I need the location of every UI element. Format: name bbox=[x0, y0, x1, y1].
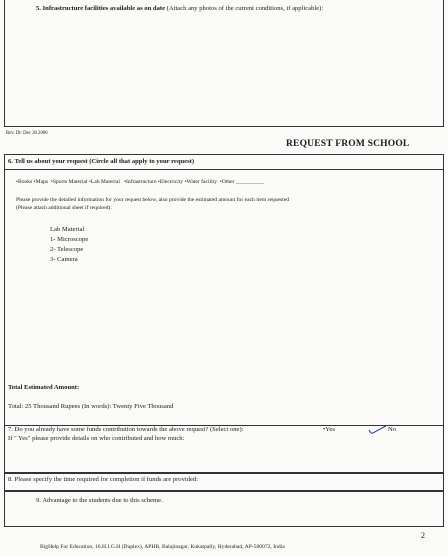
section7-followup: If " Yes" please provide details on who contributed and how much: bbox=[8, 435, 185, 442]
section7-question: 7. Do you already have some funds contribution towards the above request? (Select one): bbox=[8, 426, 244, 433]
total-estimated-label: Total Estimated Amount: bbox=[8, 384, 80, 391]
option-infrastructure[interactable]: •Infrastructure bbox=[124, 179, 157, 185]
section9-question: 9. Advantage to the students due to this scheme. bbox=[36, 497, 163, 504]
option-electricity[interactable]: •Electricity bbox=[157, 179, 184, 185]
page-number: 2 bbox=[421, 531, 425, 540]
section5-heading: 5. Infrastructure facilities available as on date bbox=[36, 5, 165, 12]
footer-address: BigHelp For Education, 16.H.I.G.H (Duplex), APHB, Balajinagar, Kukatpally, Hyderabad, AP-500072, India bbox=[40, 544, 285, 550]
revision-date: Rev. Dt: Dec 30 2006 bbox=[6, 131, 48, 136]
checkmark-icon bbox=[368, 425, 388, 435]
option-other[interactable]: •Other __________ bbox=[219, 179, 264, 185]
list-item-3: 3- Camera bbox=[50, 256, 78, 263]
section5-box bbox=[4, 0, 444, 127]
option-lab-material[interactable]: •Lab Material bbox=[88, 179, 120, 185]
list-item-2: 2- Telescope bbox=[50, 246, 84, 253]
section7-no-label: No bbox=[388, 426, 397, 433]
instruction-line-1: Please provide the detailed information for your request below, also provide the estimated amount for each item requested bbox=[16, 197, 290, 203]
page-title: REQUEST FROM SCHOOL bbox=[286, 139, 410, 149]
option-maps[interactable]: •Maps bbox=[33, 179, 49, 185]
option-sports-material[interactable]: •Sports Material bbox=[50, 179, 88, 185]
request-options bbox=[16, 179, 264, 185]
list-item-1: 1- Microscope bbox=[50, 236, 89, 243]
list-title: Lab Material bbox=[50, 226, 85, 233]
section6-heading: 6. Tell us about your request (Circle all that apply to your request) bbox=[8, 158, 195, 165]
section5-heading-line bbox=[36, 5, 323, 12]
section7-yes-option[interactable]: •Yes bbox=[323, 426, 335, 433]
section8-question: 8. Please specify the time required for completion if funds are provided: bbox=[8, 476, 199, 483]
section5-note: (Attach any photos of the current conditions, if applicable): bbox=[166, 5, 324, 12]
option-water-facility[interactable]: •Water facility bbox=[184, 179, 217, 185]
total-amount: Total: 25 Thousand Rupees (In words): Twenty Five Thousand bbox=[8, 403, 174, 410]
instruction-line-2: (Please attach additional sheet if required): bbox=[16, 205, 112, 211]
section6-divider bbox=[4, 169, 444, 170]
option-books[interactable]: •Books bbox=[16, 179, 33, 185]
section7-no-option[interactable] bbox=[370, 426, 397, 433]
